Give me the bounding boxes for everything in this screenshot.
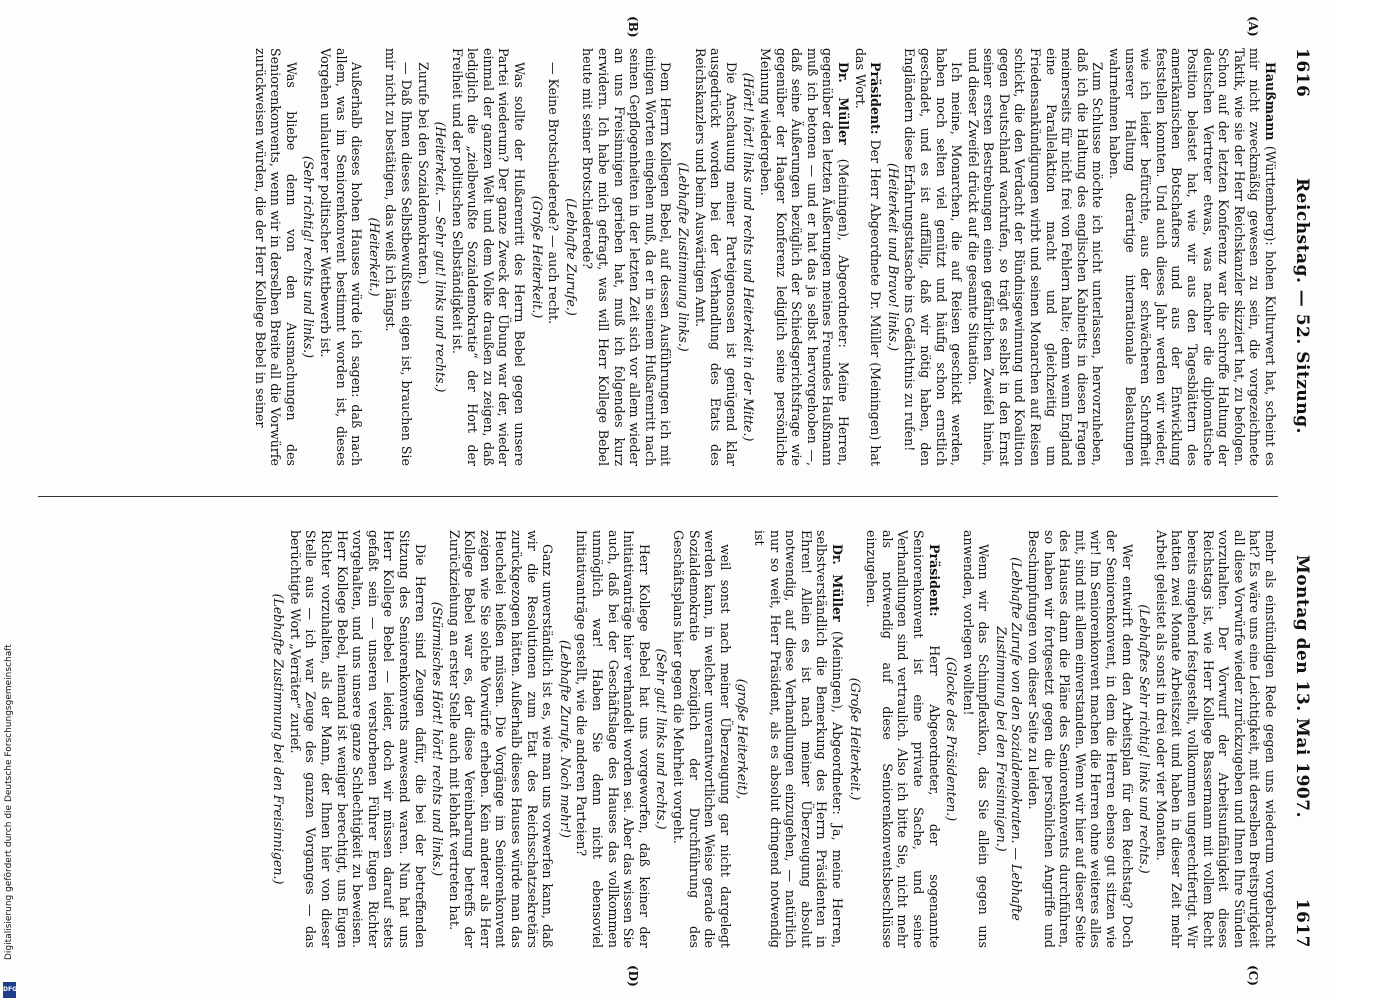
header-date: Montag den 13. Mai 1907. [1292,554,1312,818]
right-text-column [38,530,1278,948]
interjection: (Heiterkeit.) [366,217,382,297]
interjection: (Große Heiterkeit.) [529,195,545,319]
paragraph-text: Was bliebe denn von den Ausmachungen des Seniorenkonvents, wenn wir in derselben Breite all die Vorwürfe zurückweisen würden, die der Herr Kollege Bebel in seiner [252,48,299,466]
paragraph-text: Die Anschauung meiner Parteigenossen ist genügend klar ausgedrückt worden bei der Verhandlung des Etats des Reichskanzlers und beim Auswärtigen Amt. [692,48,739,466]
speaker-name: Präsident: [868,62,884,135]
interjection: (Heiterkeit und Bravo! links.) [885,162,901,352]
paragraph [449,48,527,466]
paragraph-text: mehr als einstündigen Rede gegen uns wiederum vorgebracht hat? Es wäre uns eine Leichtigkeit, mit derselben Breitspurigkeit all diese Vorwürfe wieder zurückzugeben und Ihnen Ihre Sünden vorzuhalten. Der Vorwurf der Arbeitsunfähigkeit dieses Reichstags ist, wie Herr Kollege Bassermann mit vollem Recht bereits eingehend festgestellt, vollkommen ungerechtfertigt. Wir hatten zwei Monate Arbeitszeit und haben in dieser Zeit mehr Arbeit geleistet als sonst in drei oder vier Monaten. [1153,530,1278,948]
speaker-paragraph [1106,48,1278,466]
paragraph [580,48,674,466]
paragraph [446,530,555,948]
speaker-paragraph [751,530,845,948]
interjection: (Lebhafte Zustimmung bei den Freisinnigen.) [271,593,287,885]
paragraph [1153,530,1278,948]
paragraph [574,530,652,948]
paragraph-text: (Württemberg): hohen Kulturwert hat, scheint es mir nicht zweckmäßig gewesen zu sein, die vorgezeichnete Taktik, wie sie der Herr Reichskanzler skizziert hat, zu befolgen. Schon auf der letzten Konferenz war die schroffe Haltung der deutschen Vertreter etwas, was nachher die diplomatische Position belastet hat, wie wir aus den Tagesblättern des amerikanischen Botschafters und aus der Entwicklung feststellen konnten. Und auch dieses Jahr werden wir wieder, wie ich leider befürchte, aus der schwächeren Schroffheit unserer Haltung derartige internationale Belastungen wahrnehmen haben. [1107,48,1278,466]
interjection: (Große Heiterkeit.) [847,677,863,801]
left-text-column [38,48,1278,466]
paragraph [960,530,991,948]
paragraph-text: Ich meine, Monarchen, die auf Reisen geschickt werden, haben noch selten viel genützt und häufig schon ernstlich geschadet, und es ist auffällig, daß wir nötig haben, den Engländern diese Erfahrungstatsache ins Gedächtnis zu rufen! [902,48,965,466]
interjection: (Sehr richtig! rechts und links.) [301,155,317,359]
digitization-credit [2,580,18,980]
paragraph-text: Wenn wir das Schimpflexikon, das Sie allein gegen uns anwenden, vorlegen wollten! [960,530,992,948]
credit-text: Digitalisierung gefördert durch die Deutsche Forschungsgemeinschaft [4,644,14,960]
paragraph-text: (Meiningen), Abgeordneter: Ja, meine Herren, selbstverständlich die Bemerkung des Herrn Präsidenten in Ehren! Allein es ist nach meiner Überzeugung absolut notwendig, auf diese Verhandlungen einzugehen, — natürlich nur so weit, Herr Präsident, als es absolut dringend notwendig ist [752,530,845,948]
column-divider [38,496,1278,497]
paragraph [902,48,964,466]
paragraph [415,48,431,466]
paragraph-text: Zum Schlusse möchte ich nicht unterlassen, hervorzuheben, daß ich die Haltung des englischen Kabinetts in diesen Fragen meinerseits für nicht frei von Fehlern halte; denn wenn England eine Parallelaktion macht und gleichzeitig um Friedensankündigungen wirbt und seinen Monarchen auf Reisen schickt, die den Verdacht der Bündnisgewinnung und Koalition gegen Deutschland wachrufen, so trägt es selbst in den Ernst seiner ersten Bestrebungen einen gefährlichen Zweifel hinein, und dieser Zweifel drückt auf die gesamte Situation. [965,48,1106,466]
paragraph-text: — Daß Ihnen dieses Selbstbewußtsein eigen ist, brauchen Sie mir nicht zu bestätigen, das weiß ich längst. [383,48,414,466]
margin-mark-b: (B) [626,16,640,38]
paragraph-text: Zurufe bei den Sozialdemokraten.) [415,62,431,285]
paragraph-text: Ganz unverständlich ist es, wie man uns vorwerfen kann, daß wir die Resolutionen zum Etat des Reichsschatzsekretärs zurückgezogen hätten. Außerhalb dieses Hauses würde man das Heuchelei heißen müssen. Die Vorgänge im Seniorenkonvent zeigen wie Sie solche Vorwürfe erheben. Kein anderer als Herr Kollege Bebel war es, der diese Vereinbarung betreffs der Zurückziehung an erster Stelle auch mit lebhaft vertreten hat. [446,530,556,948]
interjection: (große Heiterkeit), [735,678,751,800]
interjection: (Lebhafte Zurufe.) [563,198,579,316]
speaker-name: Dr. Müller [829,544,845,622]
speaker-paragraph [757,48,851,466]
margin-mark-c: (C) [1246,965,1260,986]
paragraph [670,530,732,948]
interjection: (Glocke des Präsidenten.) [944,656,960,822]
paragraph [383,48,414,466]
paragraph-text: Was sollte der Hußarenritt des Herrn Bebel gegen unsere Partei wiederum? Der ganze Zweck der Übung war der, wieder einmal der ganzen Welt und dem Volke draußen zu zeigen, daß lediglich die „zielbewußte Sozialdemokratie“ der Hort der Freiheit und der politischen Selbständigkeit ist. [449,48,528,466]
paragraph [692,48,739,466]
paragraph [1026,530,1135,948]
page-number-left: 1616 [1292,48,1312,98]
interjection: (Lebhafte Zurufe. Noch mehr!) [557,640,573,838]
interjection: (Lebhafte Zurufe von den Sozialdemokraten. — Lebhafte Zustimmung bei den Freisinnigen.) [993,557,1025,921]
interjection: (Lebhafte Zustimmung links.) [676,162,692,352]
paragraph-text: Der Herr Abgeordnete Dr. Müller (Meiningen) hat das Wort. [852,48,884,466]
paragraph-text: Die Herren sind Zeugen dafür, die bei der betreffenden Sitzung des Seniorenkonvents anwesend waren. Nun hat uns Herr Kollege Bebel — leider, doch wir müssen darauf stets gefaßt sein — unseren verstorbenen Führer Eugen Richter vorgehalten, und uns unsere ganze Schlechtigkeit zu beweisen. Herr Kollege Bebel, niemand ist weniger berechtigt, uns Eugen Richter vorzuhalten, als der Mann, der Ihnen hier von dieser Stelle aus — ich war Zeuge des ganzen Vorganges — das berüchtigte Wort „Verräter“ zurief. [287,530,428,948]
paragraph-text: — Keine Brotschiederede? — auch recht. [546,62,562,325]
speaker-paragraph [852,48,883,466]
margin-mark-d: (D) [626,965,640,987]
paragraph [965,48,1105,466]
interjection: (Sehr gut! links und rechts.) [654,648,670,830]
speaker-name: Präsident: [926,544,942,617]
speaker-name: Haußmann [1263,62,1278,141]
paragraph-text: Dem Herrn Kollegen Bebel, auf dessen Ausführungen ich mit einigen Worten eingehen muß, da er in seinem Hußarenritt nach seinen Gepflogenheiten in der letzten Zeit sich vor allem wieder an uns Freisinnigen gerieben hat, muß ich folgendes kurz erwidern. Ich habe mich gefragt, was will Herr Kollege Bebel heute mit seiner Brotschiederede? [580,48,674,466]
page-number-right: 1617 [1292,898,1312,948]
paragraph-text: Herr Abgeordneter, der sogenannte Seniorenkonvent ist eine private Sache, und seine Verhandlungen sind vertraulich. Also ich bitte Sie, nicht mehr als notwendig auf diese Seniorenkonventsbeschlüsse einzugehen. [864,530,942,948]
paragraph-text: Herr Kollege Bebel hat uns vorgeworfen, daß keiner der Initiativanträge hier verhandelt worden sei. Aber das wissen Sie auch, daß bei der Geschäftslage des Hauses das vollkommen unmöglich war! Haben Sie denn nicht ebensoviel Initiativanträge gestellt, wie die anderen Parteien? [574,530,652,948]
interjection: (Stürmisches Hört! hört! rechts und links.) [430,601,446,877]
header-title: Reichstag. — 52. Sitzung. [1292,178,1312,434]
paragraph [287,530,427,948]
paragraph-text: weil sonst nach meiner Überzeugung gar nicht dargelegt werden kann, in welcher unverantwortlichen Weise gerade die Sozialdemokratie bezüglich der Durchführung des Geschäftsplans hier gegen die Mehrheit vorgeht. [671,530,733,948]
speaker-paragraph [864,530,942,948]
paragraph [252,48,299,466]
paragraph [317,48,364,466]
page-header [1286,48,1316,948]
paragraph-text: (Meiningen), Abgeordneter: Meine Herren, gegenüber den letzten Äußerungen meines Freundes Haußmann muß ich betonen — und er hat das ja selbst hervorgehoben —, daß seine Äußerungen bezüglich der Schiedsgerichtsfrage wie gegenüber der Haager Konferenz lediglich seine persönliche Meinung wiedergeben. [758,48,851,466]
interjection: (Hört! hört! links und rechts und Heiterkeit in der Mitte.) [741,72,757,442]
paragraph [546,48,562,466]
paragraph-text: Wer entwirft denn den Arbeitsplan für den Reichstag? Doch der Seniorenkonvent, in dem die Herren ebenso gut sitzen wie wir! Im Seniorenkonvent machen die Herren ohne weiteres alles mit, sind mit allem einverstanden. Wenn wir hier auf dieser Seite des Hauses dann die Pläne des Seniorenkonvents durchführen, so haben wir fortgesetzt gegen die persönlichen Angriffe und Beschimpfungen von dieser Seite zu leiden. [1026,530,1135,948]
interjection: (Lebhaftes Sehr richtig! links und rechts.) [1137,604,1153,874]
interjection: (Heiterkeit. — Sehr gut! links und rechts.) [433,121,449,393]
dfg-logo: DFG [3,982,16,998]
speaker-name: Dr. Müller [835,62,851,145]
margin-mark-a: (A) [1246,16,1260,37]
paragraph-text: Außerhalb dieses hohen Hauses würde ich sagen: daß nach allem, was im Seniorenkonvent bestimmt worden ist, dieses Vorgehen unlauterer politischer Wettbewerb ist. [317,48,365,466]
